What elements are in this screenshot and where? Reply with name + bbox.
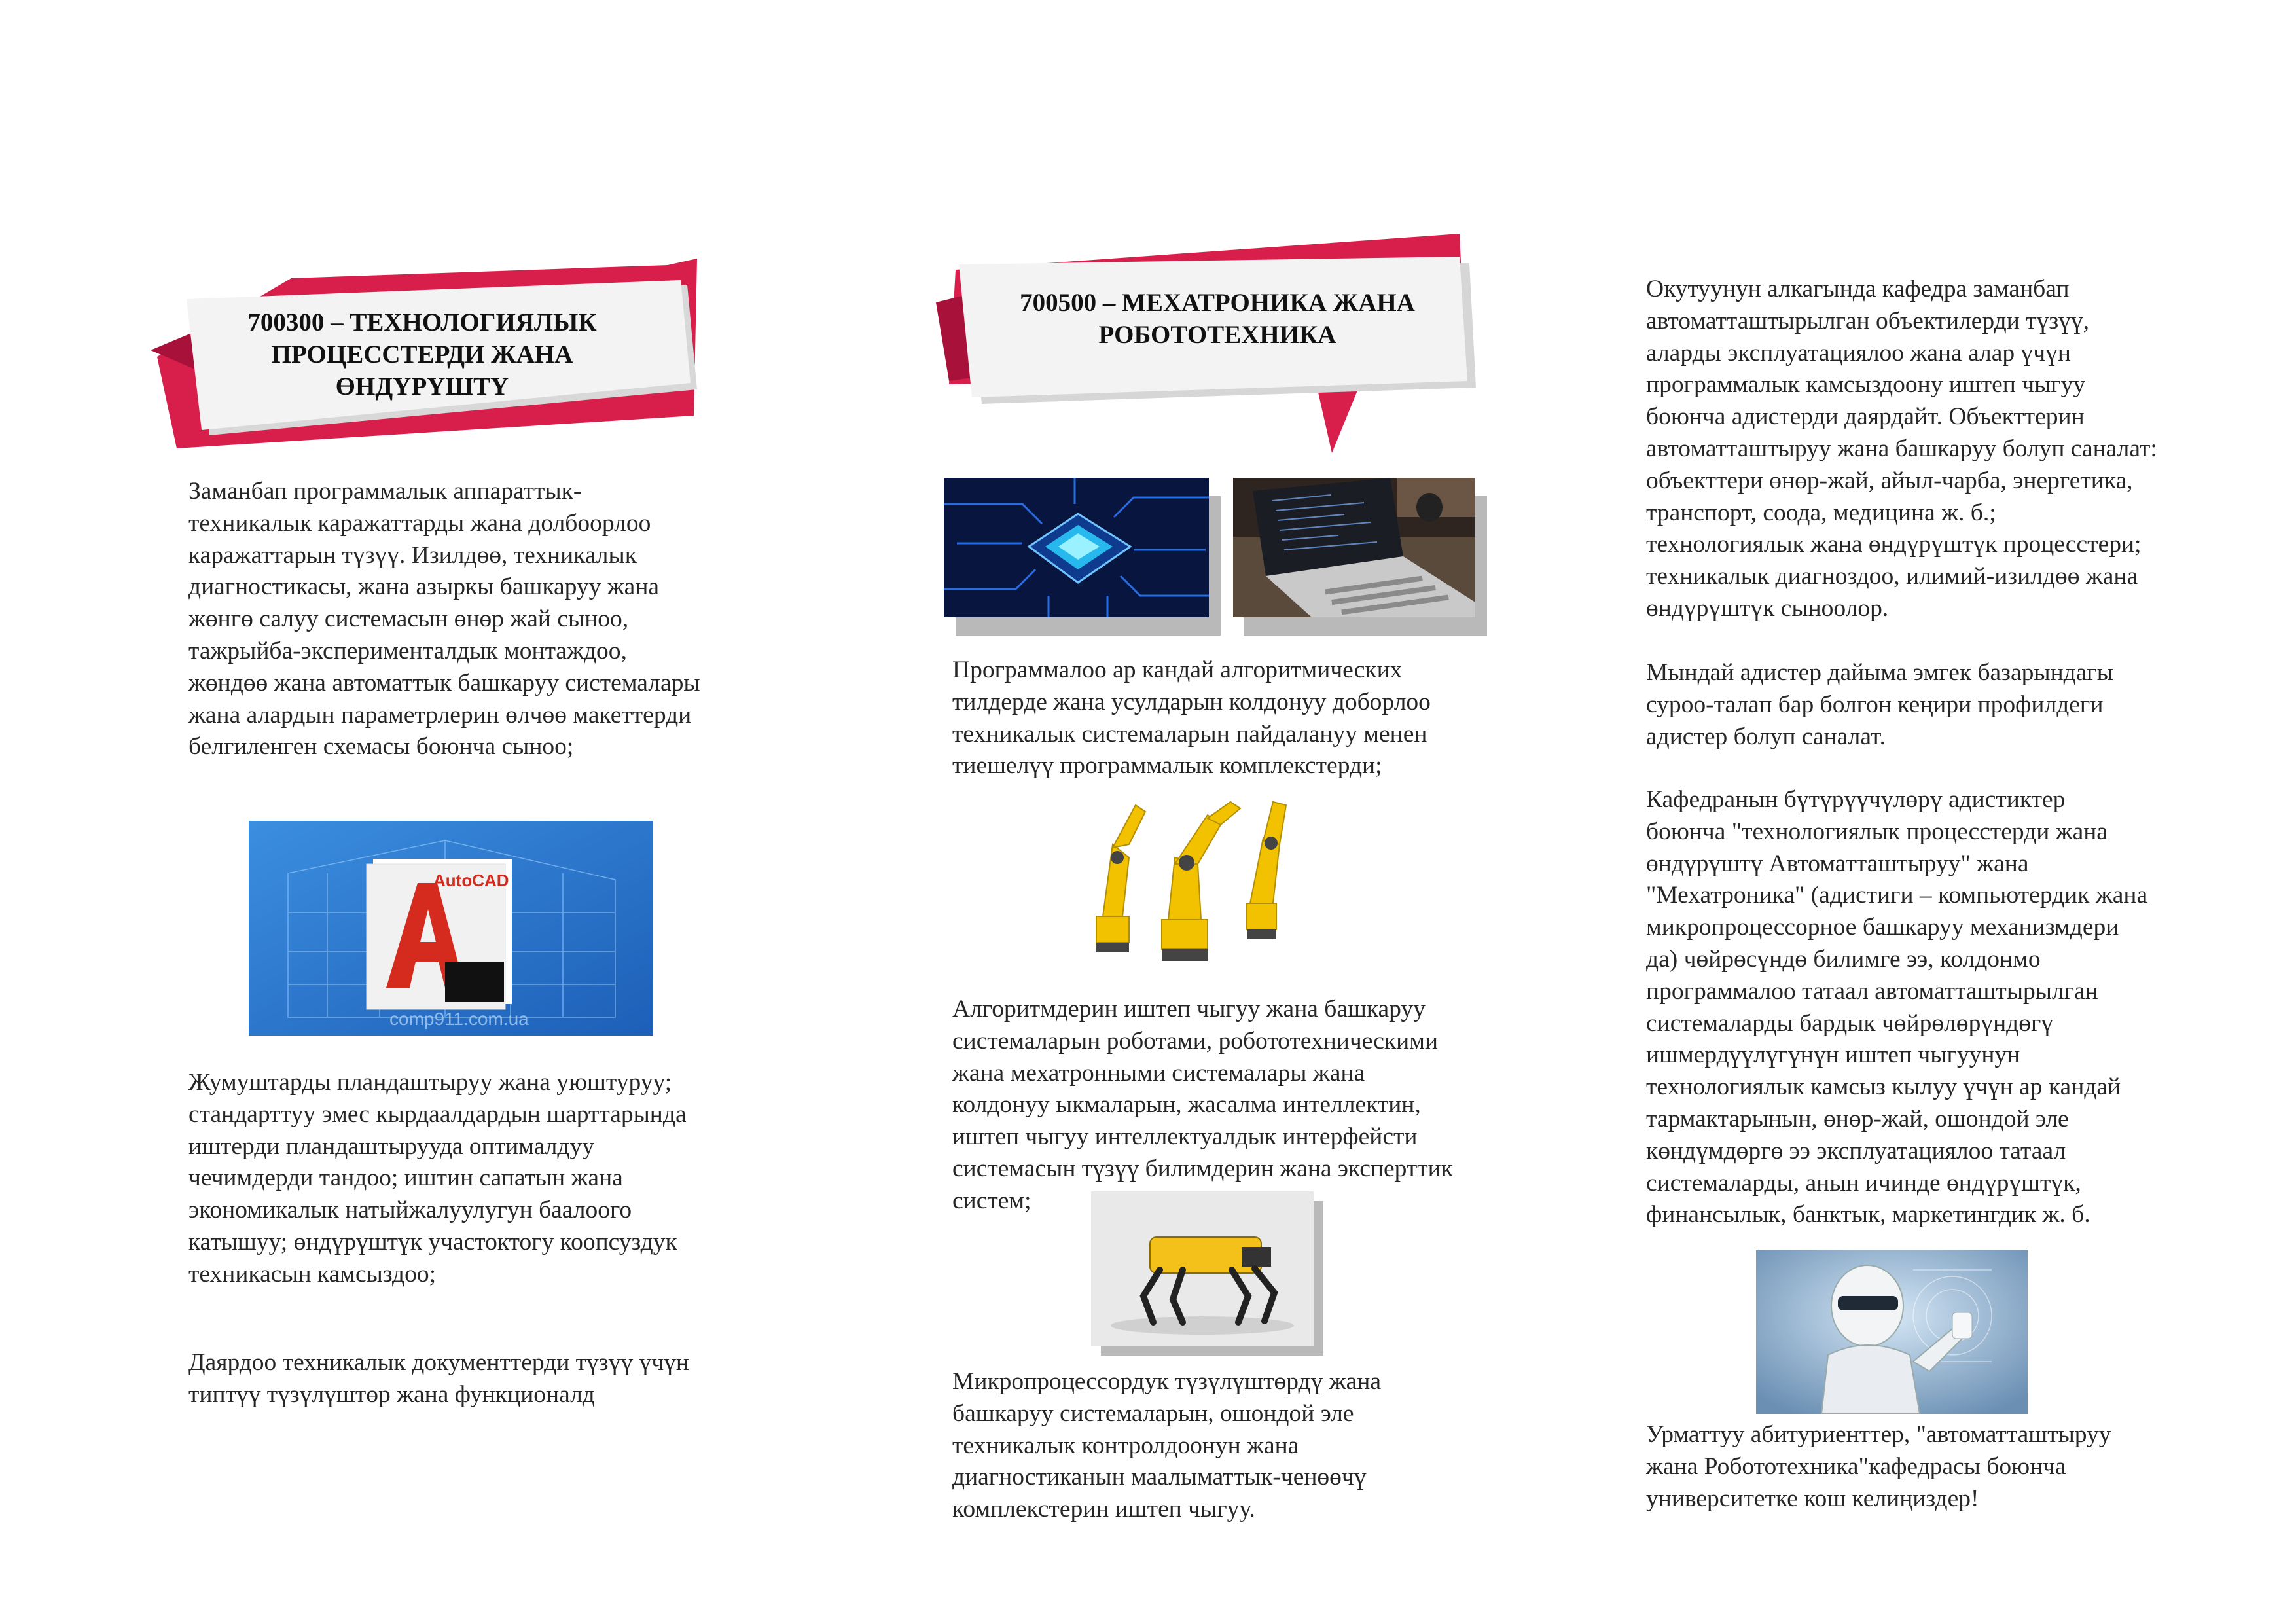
- col2-paragraph-3: Микропроцессордук түзүлүштөрдү жана башкаруу системаларын, ошондой эле техникалык контролдоонун жана диагностиканын маалыматтык-ченөөчү комплекстерин иштеп чыгуу.: [952, 1368, 1381, 1523]
- banner-title-col2: 700500 – МЕХАТРОНИКА ЖАНА РОБОТОТЕХНИКА: [1020, 289, 1415, 349]
- banner-title-col1: 700300 – ТЕХНОЛОГИЯЛЫК ПРОЦЕССТЕРДИ ЖАНА ӨНДҮРҮШТҮ: [247, 308, 597, 401]
- col3-paragraph-1: Окутуунун алкагында кафедра заманбап автоматташтырылган объектилерди түзүү, аларды эксплуатациялоо жана алар үчүн программалык камсыздоону иштеп чыгуу боюнча адистерди даярдайт. Объекттерин автоматташтыруу жана башкаруу болуп саналат: объекттери өнөр-жай, айыл-чарба, энергетика, транспорт, соода, медицина ж. б.; технологиялык жана өндүрүштүк процесстери; техникалык диагноздоо, илимий-изилдөө жана өндүрүштүк сыноолор.: [1646, 276, 2157, 622]
- autocad-image: [249, 821, 653, 1036]
- col1-paragraph-3: Даярдоо техникалык документтерди түзүү үчүн типтүү түзүлүштөр жана функционалд: [188, 1349, 689, 1408]
- autocad-logo-text: AutoCAD: [433, 871, 509, 890]
- col3-paragraph-2: Мындай адистер дайыма эмгек базарындагы суроо-талап бар болгон кеңири профилдеги адистер болуп саналат.: [1646, 659, 2113, 750]
- image-watermark: comp911.com.ua: [389, 1009, 529, 1029]
- col1-paragraph-2: Жумуштарды пландаштыруу жана уюштуруу; стандарттуу эмес кырдаалдардын шарттарында иштерди пландаштырууда оптималдуу чечимдерди тандоо; иштин сапатын жана экономикалык натыйжалуулугун баалоого катышуу; өндүрүштүк участоктогу коопсуздук техникасын камсыздоо;: [188, 1069, 687, 1288]
- robot-dog-image: [1091, 1191, 1314, 1346]
- col3-paragraph-4: Урматтуу абитуриенттер, "автоматташтыруу жана Робототехника"кафедрасы боюнча университетке кош келиңиздер!: [1646, 1421, 2111, 1512]
- col1-paragraph-1: Заманбап программалык аппараттык- техникалык каражаттарды жана долбоорлоо каражаттарын түзүү. Изилдөө, техникалык диагностикасы, жана азыркы башкаруу жана жөнгө салуу системасын өнөр жай сыноо, тажрыйба-эксперименталдык монтаждоо, жөндөө жана автоматтык башкаруу системалары жана алардын параметрлерин өлчөө макеттерди белгиленген схемасы боюнча сыноо;: [188, 478, 700, 761]
- col3-paragraph-3: Кафедранын бүтүрүүчүлөрү адистиктер боюнча "технологиялык процесстерди жана өндүрүштү Автоматташтыруу" жана "Мехатроника" (адистиги – компьютердик жана микропроцессорное башкаруу механизмдери да) чөйрөсүндө билимге ээ, колдонмо программалоо татаал автоматташтырылган системаларды бардык чөйрөлөрүндөгү ишмердүүлүгүнүн иштеп чыгуунун технологиялык камсыз кылуу үчүн ар кандай тармактарынын, өнөр-жай, ошондой эле көндүмдөргө ээ эксплуатациялоо татаал системаларды, анын ичинде өндүрүштүк, финансылык, банктык, маркетингдик ж. б.: [1646, 786, 2148, 1229]
- robot-arms-image: [1083, 785, 1309, 975]
- col2-paragraph-2: Алгоритмдерин иштеп чыгуу жана башкаруу системаларын роботами, робототехническими жана мехатронными системалары жана колдонуу ыкмаларын, жасалма интеллектин, иштеп чыгуу интеллектуалдык интерфейсти системасын түзүү билимдерин жана эксперттик систем;: [952, 996, 1453, 1214]
- col2-paragraph-1: Программалоо ар кандай алгоритмических тилдерде жана усулдарын колдонуу доборлоо техникалык системаларын пайдалануу менен тиешелүү программалык комплекстерди;: [952, 657, 1431, 780]
- humanoid-robot-image: [1756, 1250, 2028, 1414]
- laptop-image: [1233, 478, 1475, 617]
- circuit-chip-image: [944, 478, 1209, 617]
